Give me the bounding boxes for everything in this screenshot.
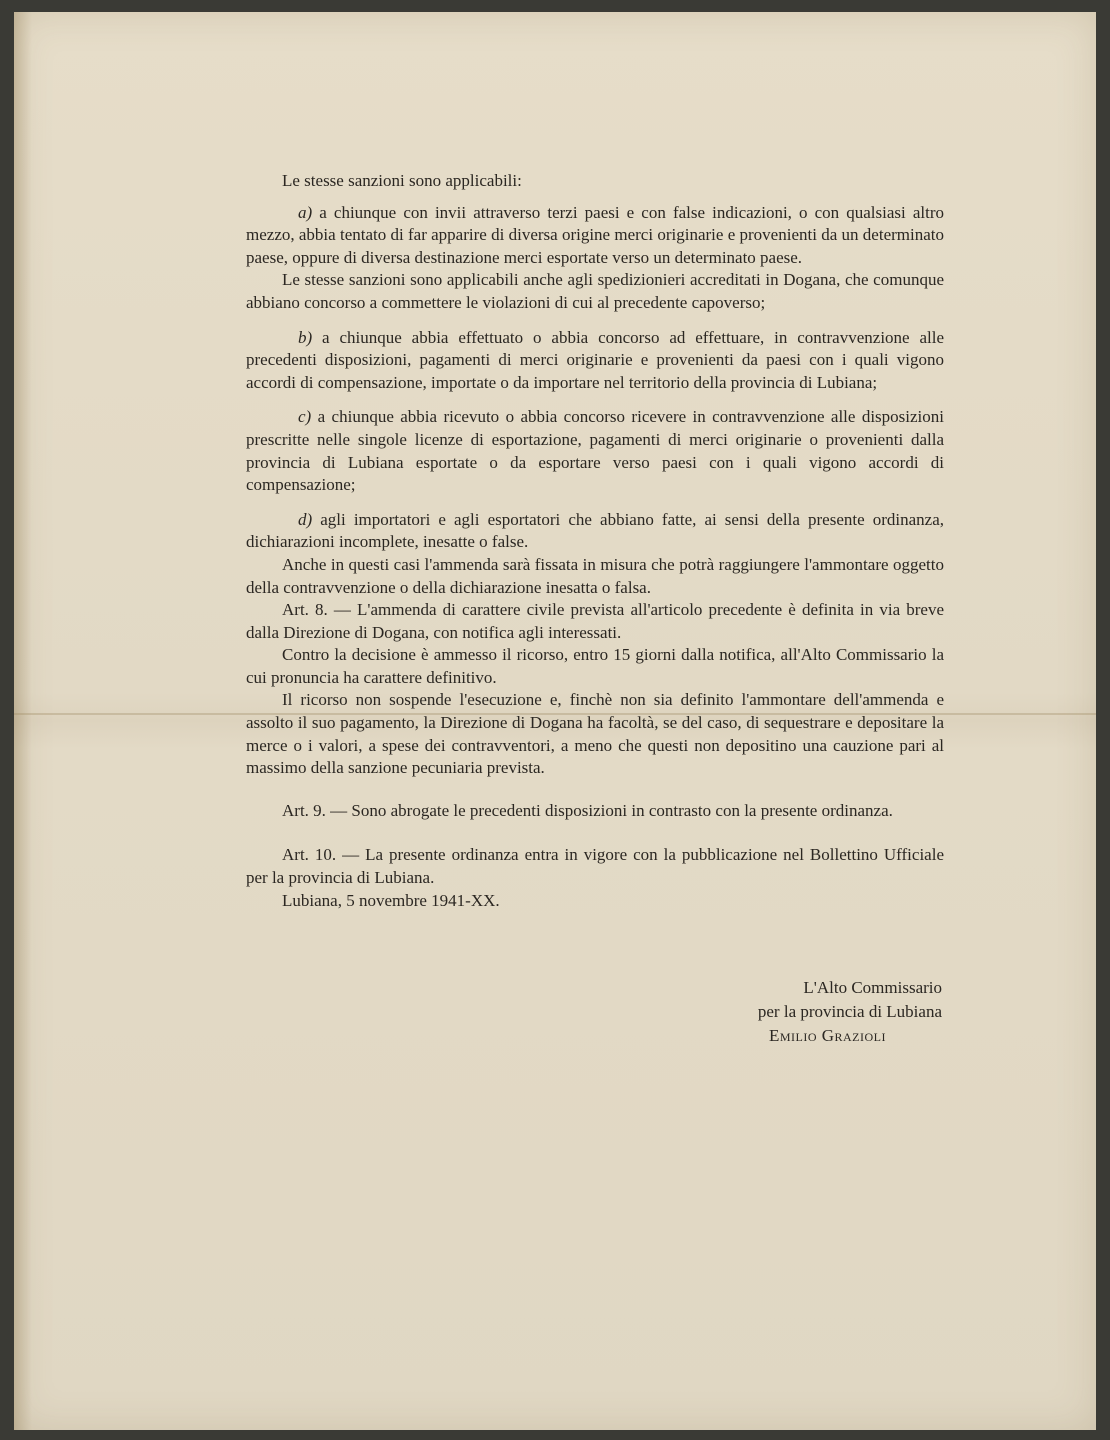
paragraph-esecuzione: Il ricorso non sospende l'esecuzione e, finchè non sia definito l'ammontare dell'ammenda e assolto il suo pagamento, la Direzione di Dogana ha facoltà, se del caso, di sequestrare e depositare la merce o i valori, a spese dei contravventori, a meno che questi non depositino una cauzione pari al massimo della sanzione pecuniaria prevista. xyxy=(246,690,944,778)
paragraph-art-9: Art. 9. — Sono abrogate le precedenti disposizioni in contrasto con la presente ordinanza. xyxy=(282,800,893,820)
paragraph-item-d: d) agli importatori e agli esportatori che abbiano fatte, ai sensi della presente ordinanza, dichiarazioni incomplete, inesatte o false. xyxy=(246,509,944,552)
signatory-title: L'Alto Commissario xyxy=(803,978,942,997)
item-label-d: d) xyxy=(298,509,313,529)
paragraph-item-a: a) a chiunque con invii attraverso terzi paesi e con false indicazioni, o con qualsiasi altro mezzo, abbia tentato di far apparire di diversa origine merci originarie e provenienti da un determinato paese, oppure di diversa destinazione merci esportate verso un determinato paese. xyxy=(246,202,944,267)
paragraph-item-b: b) a chiunque abbia effettuato o abbia concorso ad effettuare, in contravvenzione alle precedenti disposizioni, pagamenti di merci originarie e provenienti da paesi con i quali vigono accordi di compensazione, importate o da importare nel territorio della provincia di Lubiana; xyxy=(246,327,944,392)
paragraph-ricorso: Contro la decisione è ammesso il ricorso, entro 15 giorni dalla notifica, all'Alto Commissario la cui pronuncia ha carattere definitivo. xyxy=(246,645,944,687)
document-body xyxy=(246,170,944,912)
paragraph-spedizionieri: Le stesse sanzioni sono applicabili anche agli spedizionieri accreditati in Dogana, che comunque abbiano concorso a commettere le violazioni di cui al precedente capoverso; xyxy=(246,270,944,312)
paragraph-item-c: c) a chiunque abbia ricevuto o abbia concorso ricevere in contravvenzione alle disposizioni prescritte nelle singole licenze di esportazione, pagamenti di merci originarie o provenienti dalla provincia di Lubiana esportate o da esportare verso paesi con i quali vigono accordi di compensazione; xyxy=(246,407,944,495)
date-line: Lubiana, 5 novembre 1941-XX. xyxy=(282,890,500,910)
signatory-name: Emilio Grazioli xyxy=(768,1026,886,1045)
item-label-c: c) xyxy=(298,407,312,427)
page-edge-shadow xyxy=(14,12,32,1430)
paragraph-ammenda: Anche in questi casi l'ammenda sarà fissata in misura che potrà raggiungere l'ammontare oggetto della contravvenzione o della dichiarazione inesatta o falsa. xyxy=(246,554,944,597)
paragraph-art-10: Art. 10. — La presente ordinanza entra in vigore con la pubblicazione nel Bollettino Ufficiale per la provincia di Lubiana. xyxy=(246,845,944,888)
signature-block xyxy=(700,976,944,1048)
signatory-province: per la provincia di Lubiana xyxy=(757,1002,942,1021)
item-label-b: b) xyxy=(298,327,313,347)
item-label-a: a) xyxy=(298,202,313,222)
paragraph-art-8: Art. 8. — L'ammenda di carattere civile prevista all'articolo precedente è definita in via breve dalla Direzione di Dogana, con notifica agli interessati. xyxy=(246,600,944,642)
paragraph-intro: Le stesse sanzioni sono applicabili: xyxy=(282,171,522,190)
